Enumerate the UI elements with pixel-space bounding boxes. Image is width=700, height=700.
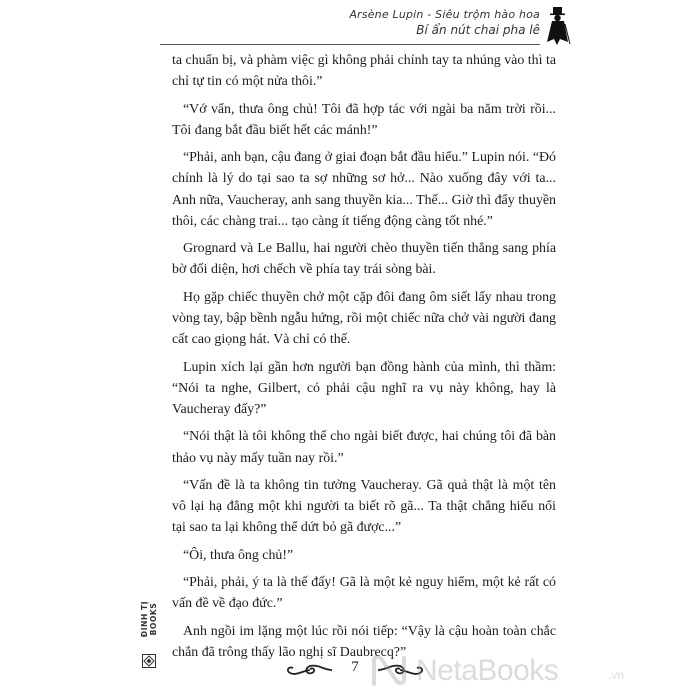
page-body [172, 50, 556, 669]
paragraph: “Phải, anh bạn, cậu đang ở giai đoạn bắt đầu hiểu.” Lupin nói. “Đó chính là lý do tại sao ta sợ những sơ hở... Nào xuống đây với ta... Anh nữa, Vaucheray, anh sang thuyền kia... Thế... Giờ thì đẩy thuyền thôi, các chàng trai... tạo càng ít tiếng động càng tốt nhé.” [172, 150, 556, 229]
series-title: Arsène Lupin - Siêu trộm hào hoa [349, 8, 540, 21]
paragraph: “Vấn đề là ta không tin tưởng Vaucheray. Gã quả thật là một tên vô lại hạ đẳng một khi người ta biết rõ gã... Ta thật chẳng hiểu nổi tại sao ta lại không thể dứt bỏ gã được...” [172, 477, 556, 536]
paragraph: Lupin xích lại gần hơn người bạn đồng hành của mình, thì thầm: “Nói ta nghe, Gilbert, có phải cậu nghĩ ra vụ này không, hay là Vaucheray đấy?” [172, 359, 556, 417]
page-number: 7 [351, 659, 359, 675]
paragraph: Anh ngồi im lặng một lúc rồi nói tiếp: “Vậy là cậu hoàn toàn chắc chắn đã trông thấy lão nghị sĩ Daubrecq?” [172, 623, 556, 660]
n-swirl-logo-icon [370, 654, 410, 688]
watermark-suffix: .vn [608, 668, 625, 682]
publisher-mark [142, 580, 156, 670]
swirl-ornament-left-icon [284, 661, 334, 679]
paragraph: Grognard và Le Ballu, hai người chèo thuyền tiến thẳng sang phía bờ đối diện, hơi chếch về phía tay trái sòng bài. [172, 241, 556, 278]
paragraph: “Ôi, thưa ông chủ!” [183, 547, 294, 563]
paragraph: ta chuẩn bị, và phàm việc gì không phải chính tay ta nhúng vào thì ta chỉ tự tin có một nửa thôi.” [172, 53, 556, 90]
watermark-text: NetaBooks [416, 654, 559, 687]
diamond-logo-icon [142, 654, 156, 668]
watermark [370, 652, 680, 692]
paragraph: “Phải, phải, ý ta là thế đấy! Gã là một kẻ nguy hiểm, một kẻ rất có vấn đề về đạo đức.” [172, 575, 556, 612]
paragraph: “Vớ vẩn, thưa ông chủ! Tôi đã hợp tác với ngài ba năm trời rồi... Tôi đang bắt đầu biết hết các mánh!” [172, 101, 556, 138]
running-header [349, 8, 540, 37]
book-title: Bí ẩn nút chai pha lê [416, 23, 540, 37]
publisher-label: ĐINH TỊ BOOKS [140, 600, 158, 638]
top-hat-gentleman-icon [544, 6, 572, 46]
paragraph: Họ gặp chiếc thuyền chở một cặp đôi đang ôm siết lấy nhau trong vòng tay, bập bềnh ngẫu hứng, rồi một chiếc nữa chở vài người đang cất cao giọng hát. Và chỉ có thế. [172, 289, 556, 348]
header-rule [160, 44, 540, 45]
paragraph: “Nói thật là tôi không thể cho ngài biết được, hai chúng tôi đã bàn thảo vụ này mấy tuần nay rồi.” [172, 429, 556, 466]
